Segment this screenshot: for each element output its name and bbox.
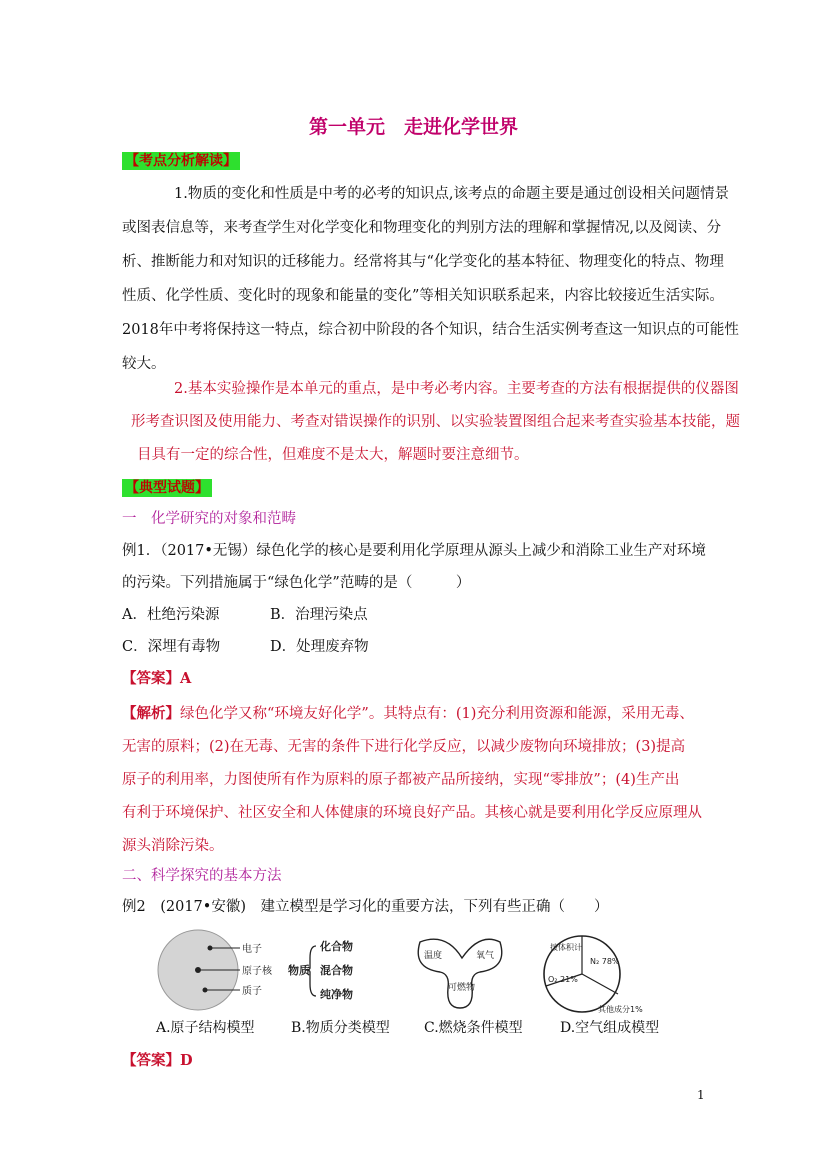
analysis-line1: 【解析】绿色化学又称“环境友好化学”。其特点有：(1)充分利用资源和能源，采用无毒、 (122, 705, 694, 722)
para1-line5: 2018年中考将保持这一特点，综合初中阶段的各个知识，结合生活实例考查这一知识点的可能性 (122, 322, 739, 338)
heading-scientific-methods: 二、科学探究的基本方法 (122, 868, 282, 884)
air-label-by-volume: 按体积计 (550, 943, 582, 952)
combustion-conditions-figure (418, 939, 502, 1008)
para1-line4: 性质、化学性质、变化时的现象和能量的变化”等相关知识联系起来，内容比较接近生活实际。 (122, 288, 724, 304)
example1-option-a: A．杜绝污染源 (122, 607, 220, 623)
example2-answer: 【答案】D (122, 1052, 193, 1069)
page-number: 1 (697, 1088, 705, 1102)
atom-label-nucleus: 原子核 (242, 966, 272, 977)
air-composition-figure (544, 936, 643, 1014)
section-tag-examples: 【典型试题】 (122, 477, 212, 497)
page-title: 第一单元 走进化学世界 (308, 116, 518, 138)
matter-label: 物质 (288, 964, 310, 977)
matter-classification-figure (288, 939, 353, 1001)
combustion-label-oxygen: 氧气 (476, 951, 495, 961)
para1-line2: 或图表信息等，来考查学生对化学变化和物理变化的判别方法的理解和掌握情况,以及阅读、分 (122, 220, 722, 236)
air-label-others: 其他成分1% (598, 1005, 643, 1014)
figure-caption-b: B.物质分类模型 (291, 1020, 390, 1036)
para1-line3: 析、推断能力和对知识的迁移能力。经常将其与“化学变化的基本特征、物理变化的特点、物理 (122, 254, 724, 270)
combustion-label-temperature: 温度 (424, 951, 443, 961)
para1-line6: 较大。 (122, 356, 166, 372)
atom-label-proton: 质子 (242, 986, 262, 997)
pure-substance-label: 纯净物 (320, 988, 353, 1001)
atom-label-electron: 电子 (242, 944, 262, 955)
analysis-line4: 有利于环境保护、社区安全和人体健康的环境良好产品。其核心就是要利用化学反应原理从 (122, 805, 702, 821)
analysis-line3: 原子的利用率，力图使所有作为原料的原子都被产品所接纳，实现“零排放”；(4)生产出 (122, 772, 680, 788)
air-label-nitrogen: N₂ 78% (590, 957, 620, 966)
para1-line1: 1.物质的变化和性质是中考的必考的知识点,该考点的命题主要是通过创设相关问题情景 (174, 186, 729, 202)
atom-model-figure (158, 930, 273, 1010)
example1-answer: 【答案】A (122, 670, 192, 687)
example1-line2: 的污染。下列措施属于“绿色化学”范畴的是（ ） (122, 575, 471, 591)
para2-line3: 目具有一定的综合性，但难度不是太大，解题时要注意细节。 (137, 447, 529, 463)
heading-research-scope: 一 化学研究的对象和范畴 (122, 511, 296, 527)
analysis-line5: 源头消除污染。 (122, 838, 224, 854)
section-tag-analysis: 【考点分析解读】 (122, 150, 240, 170)
figure-caption-a: A.原子结构模型 (156, 1020, 255, 1036)
example1-option-c: C．深埋有毒物 (122, 639, 221, 655)
example2-line: 例2 (2017•安徽) 建立模型是学习化的重要方法，下列有些正确（ ） (122, 899, 609, 915)
mixture-label: 混合物 (320, 964, 353, 977)
air-label-oxygen: O₂ 21% (548, 975, 578, 984)
model-figures (150, 928, 680, 1018)
analysis-line2: 无害的原料；(2)在无毒、无害的条件下进行化学反应，以减少废物向环境排放；(3)提高 (122, 739, 686, 755)
combustion-label-fuel: 可燃物 (448, 983, 476, 993)
para2-line2: 形考查识图及使用能力、考查对错误操作的识别、以实验装置图组合起来考查实验基本技能，题 (131, 414, 740, 430)
example1-line1: 例1．（2017•无锡）绿色化学的核心是要利用化学原理从源头上减少和消除工业生产对环境 (122, 543, 706, 559)
figure-caption-c: C.燃烧条件模型 (424, 1020, 523, 1036)
para2-line1: 2.基本实验操作是本单元的重点，是中考必考内容。主要考查的方法有根据提供的仪器图 (174, 381, 739, 397)
example1-option-d: D．处理废弃物 (270, 639, 369, 655)
compound-label: 化合物 (320, 940, 353, 953)
example1-option-b: B．治理污染点 (270, 607, 368, 623)
figure-caption-d: D.空气组成模型 (560, 1020, 660, 1036)
